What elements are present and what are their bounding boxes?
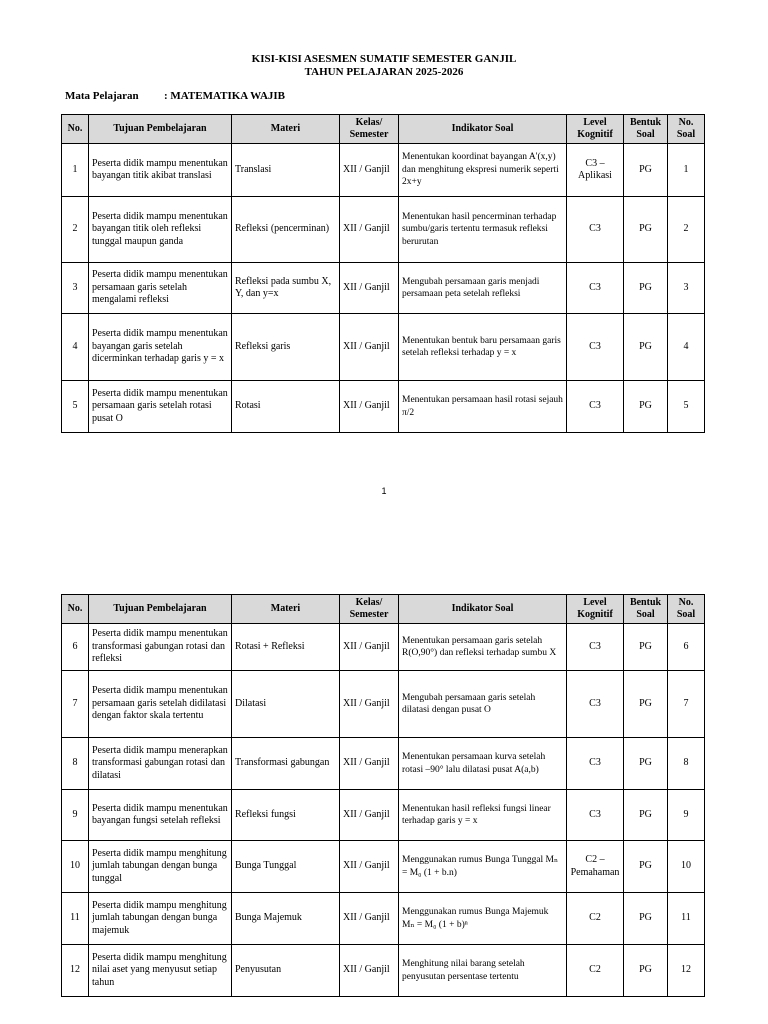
- page-number: 1: [381, 486, 387, 496]
- header-nosoal: No. Soal: [668, 115, 705, 144]
- header-no: No.: [62, 115, 89, 144]
- header-materi: Materi: [232, 115, 340, 144]
- cell-indikator: Menggunakan rumus Bunga Tunggal Mₙ = M₀ (1 + b.n): [399, 841, 567, 893]
- subject-line: [65, 90, 286, 102]
- header-kelas: Kelas/ Semester: [340, 595, 399, 624]
- cell-no: 9: [62, 790, 89, 841]
- cell-materi: Refleksi (pencerminan): [232, 197, 340, 263]
- cell-nosoal: 8: [668, 738, 705, 790]
- table-row: [62, 841, 705, 893]
- cell-bentuk: PG: [624, 144, 668, 197]
- document-subtitle: TAHUN PELAJARAN 2025-2026: [304, 66, 464, 78]
- cell-nosoal: 6: [668, 624, 705, 671]
- cell-level: C3: [567, 671, 624, 738]
- kisi-kisi-table-page1: [61, 114, 705, 433]
- cell-indikator: Menggunakan rumus Bunga Majemuk Mₙ = M₀ (1 + b)ⁿ: [399, 893, 567, 945]
- cell-kelas: XII / Ganjil: [340, 624, 399, 671]
- cell-no: 6: [62, 624, 89, 671]
- table-row: [62, 624, 705, 671]
- cell-tujuan: Peserta didik mampu menghitung jumlah tabungan dengan bunga tunggal: [89, 841, 232, 893]
- cell-no: 3: [62, 263, 89, 314]
- cell-no: 1: [62, 144, 89, 197]
- cell-kelas: XII / Ganjil: [340, 841, 399, 893]
- cell-level: C3 – Aplikasi: [567, 144, 624, 197]
- cell-tujuan: Peserta didik mampu menentukan bayangan titik akibat translasi: [89, 144, 232, 197]
- cell-no: 2: [62, 197, 89, 263]
- header-tujuan: Tujuan Pembelajaran: [89, 595, 232, 624]
- table-row: [62, 381, 705, 433]
- cell-tujuan: Peserta didik mampu menghitung nilai aset yang menyusut setiap tahun: [89, 945, 232, 997]
- cell-no: 5: [62, 381, 89, 433]
- cell-nosoal: 9: [668, 790, 705, 841]
- table-row: [62, 945, 705, 997]
- cell-tujuan: Peserta didik mampu menentukan bayangan fungsi setelah refleksi: [89, 790, 232, 841]
- cell-indikator: Menentukan koordinat bayangan A'(x,y) dan menghitung ekspresi numerik seperti 2x+y: [399, 144, 567, 197]
- cell-bentuk: PG: [624, 738, 668, 790]
- cell-bentuk: PG: [624, 945, 668, 997]
- cell-level: C3: [567, 197, 624, 263]
- cell-level: C3: [567, 790, 624, 841]
- cell-tujuan: Peserta didik mampu menentukan persamaan garis setelah didilatasi dengan faktor skala tertentu: [89, 671, 232, 738]
- cell-level: C3: [567, 624, 624, 671]
- cell-indikator: Mengubah persamaan garis setelah dilatasi dengan pusat O: [399, 671, 567, 738]
- cell-tujuan: Peserta didik mampu menentukan persamaan garis setelah rotasi pusat O: [89, 381, 232, 433]
- cell-no: 11: [62, 893, 89, 945]
- cell-tujuan: Peserta didik mampu menentukan bayangan garis setelah dicerminkan terhadap garis y = x: [89, 314, 232, 381]
- header-nosoal: No. Soal: [668, 595, 705, 624]
- document-title: KISI-KISI ASESMEN SUMATIF SEMESTER GANJIL: [251, 53, 517, 65]
- subject-value: : MATEMATIKA WAJIB: [164, 90, 286, 102]
- cell-bentuk: PG: [624, 197, 668, 263]
- table-row: [62, 263, 705, 314]
- table-row: [62, 790, 705, 841]
- cell-materi: Refleksi garis: [232, 314, 340, 381]
- cell-tujuan: Peserta didik mampu menentukan persamaan garis setelah mengalami refleksi: [89, 263, 232, 314]
- header-materi: Materi: [232, 595, 340, 624]
- cell-tujuan: Peserta didik mampu menerapkan transformasi gabungan rotasi dan dilatasi: [89, 738, 232, 790]
- cell-kelas: XII / Ganjil: [340, 893, 399, 945]
- cell-nosoal: 2: [668, 197, 705, 263]
- cell-materi: Refleksi pada sumbu X, Y, dan y=x: [232, 263, 340, 314]
- table-row: [62, 671, 705, 738]
- cell-nosoal: 7: [668, 671, 705, 738]
- cell-kelas: XII / Ganjil: [340, 144, 399, 197]
- cell-nosoal: 10: [668, 841, 705, 893]
- header-bentuk: Bentuk Soal: [624, 595, 668, 624]
- cell-bentuk: PG: [624, 671, 668, 738]
- cell-bentuk: PG: [624, 841, 668, 893]
- cell-kelas: XII / Ganjil: [340, 381, 399, 433]
- cell-materi: Rotasi: [232, 381, 340, 433]
- cell-kelas: XII / Ganjil: [340, 671, 399, 738]
- cell-materi: Bunga Majemuk: [232, 893, 340, 945]
- cell-bentuk: PG: [624, 381, 668, 433]
- table-row: [62, 738, 705, 790]
- cell-no: 12: [62, 945, 89, 997]
- cell-nosoal: 12: [668, 945, 705, 997]
- cell-level: C2 – Pemahaman: [567, 841, 624, 893]
- cell-materi: Transformasi gabungan: [232, 738, 340, 790]
- cell-indikator: Menentukan bentuk baru persamaan garis setelah refleksi terhadap y = x: [399, 314, 567, 381]
- cell-nosoal: 5: [668, 381, 705, 433]
- cell-bentuk: PG: [624, 893, 668, 945]
- cell-kelas: XII / Ganjil: [340, 945, 399, 997]
- cell-indikator: Menentukan persamaan hasil rotasi sejauh π/2: [399, 381, 567, 433]
- cell-no: 8: [62, 738, 89, 790]
- cell-level: C3: [567, 263, 624, 314]
- cell-materi: Rotasi + Refleksi: [232, 624, 340, 671]
- cell-indikator: Mengubah persamaan garis menjadi persamaan peta setelah refleksi: [399, 263, 567, 314]
- header-kelas: Kelas/ Semester: [340, 115, 399, 144]
- cell-level: C3: [567, 738, 624, 790]
- cell-kelas: XII / Ganjil: [340, 263, 399, 314]
- cell-materi: Bunga Tunggal: [232, 841, 340, 893]
- cell-nosoal: 11: [668, 893, 705, 945]
- table-row: [62, 314, 705, 381]
- cell-indikator: Menghitung nilai barang setelah penyusutan persentase tertentu: [399, 945, 567, 997]
- cell-bentuk: PG: [624, 790, 668, 841]
- cell-level: C2: [567, 945, 624, 997]
- header-no: No.: [62, 595, 89, 624]
- header-indikator: Indikator Soal: [399, 595, 567, 624]
- cell-tujuan: Peserta didik mampu menentukan bayangan titik oleh refleksi tunggal maupun ganda: [89, 197, 232, 263]
- table-row: [62, 893, 705, 945]
- cell-materi: Dilatasi: [232, 671, 340, 738]
- header-level: Level Kognitif: [567, 595, 624, 624]
- table-row: [62, 197, 705, 263]
- cell-level: C3: [567, 314, 624, 381]
- cell-nosoal: 1: [668, 144, 705, 197]
- cell-no: 10: [62, 841, 89, 893]
- cell-bentuk: PG: [624, 263, 668, 314]
- cell-tujuan: Peserta didik mampu menghitung jumlah tabungan dengan bunga majemuk: [89, 893, 232, 945]
- cell-bentuk: PG: [624, 314, 668, 381]
- cell-indikator: Menentukan hasil refleksi fungsi linear terhadap garis y = x: [399, 790, 567, 841]
- cell-kelas: XII / Ganjil: [340, 738, 399, 790]
- cell-nosoal: 3: [668, 263, 705, 314]
- cell-level: C3: [567, 381, 624, 433]
- cell-tujuan: Peserta didik mampu menentukan transformasi gabungan rotasi dan refleksi: [89, 624, 232, 671]
- header-tujuan: Tujuan Pembelajaran: [89, 115, 232, 144]
- cell-indikator: Menentukan persamaan kurva setelah rotasi –90° lalu dilatasi pusat A(a,b): [399, 738, 567, 790]
- cell-kelas: XII / Ganjil: [340, 314, 399, 381]
- cell-indikator: Menentukan hasil pencerminan terhadap sumbu/garis tertentu termasuk refleksi berurutan: [399, 197, 567, 263]
- subject-label: Mata Pelajaran: [65, 90, 139, 102]
- cell-materi: Refleksi fungsi: [232, 790, 340, 841]
- cell-no: 7: [62, 671, 89, 738]
- cell-no: 4: [62, 314, 89, 381]
- header-level: Level Kognitif: [567, 115, 624, 144]
- cell-kelas: XII / Ganjil: [340, 790, 399, 841]
- cell-bentuk: PG: [624, 624, 668, 671]
- cell-indikator: Menentukan persamaan garis setelah R(O,90°) dan refleksi terhadap sumbu X: [399, 624, 567, 671]
- header-indikator: Indikator Soal: [399, 115, 567, 144]
- kisi-kisi-table-page2: [61, 594, 705, 997]
- cell-nosoal: 4: [668, 314, 705, 381]
- cell-materi: Translasi: [232, 144, 340, 197]
- cell-materi: Penyusutan: [232, 945, 340, 997]
- cell-kelas: XII / Ganjil: [340, 197, 399, 263]
- table-row: [62, 144, 705, 197]
- cell-level: C2: [567, 893, 624, 945]
- header-bentuk: Bentuk Soal: [624, 115, 668, 144]
